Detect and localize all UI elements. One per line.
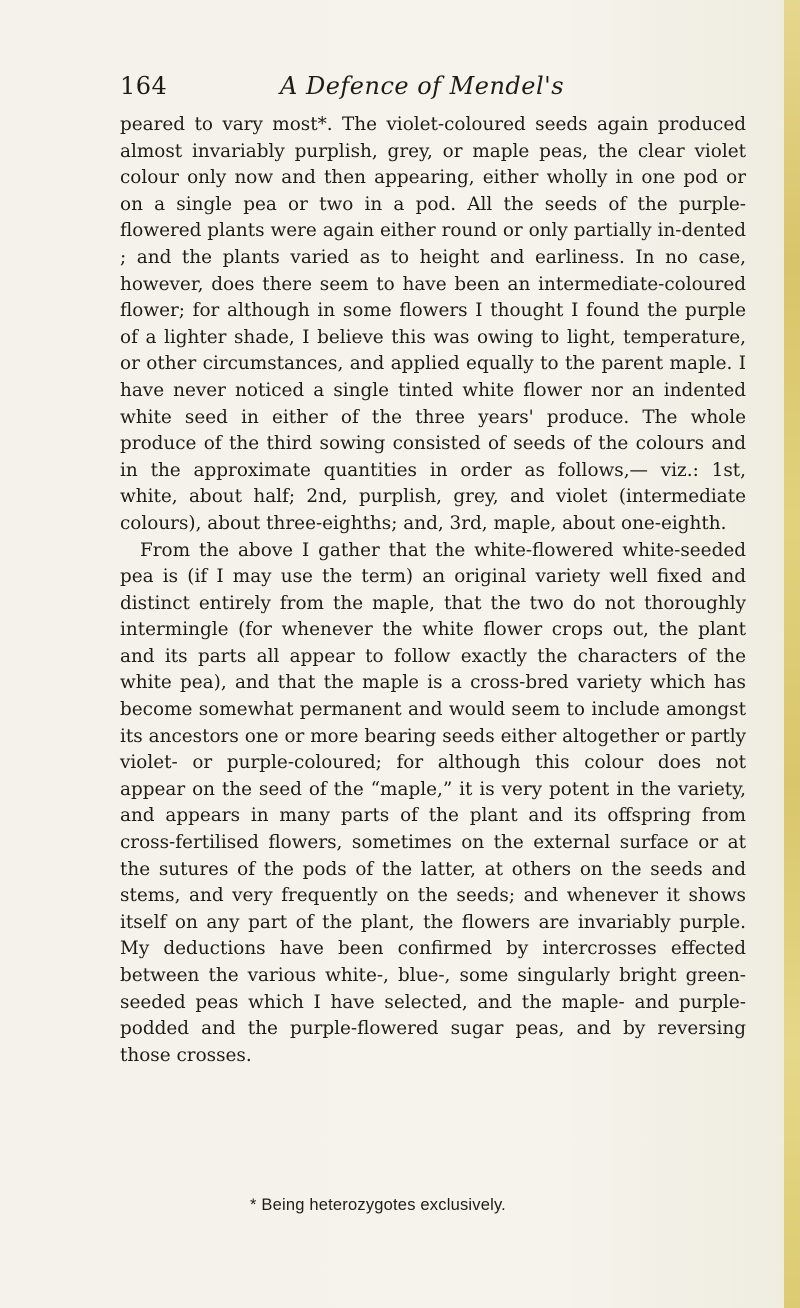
paragraph-2: From the above I gather that the white-flowered white-seeded pea is (if I may use the term) an original variety well fixed and distinct entirely from the maple, that the two do not thoroughly intermingle (for whenever the white flower crops out, the plant and its parts all appear to follow exactly the characters of the white pea), and that the maple is a cross-bred variety which has become somewhat permanent and would seem to include amongst its ancestors one or more bearing seeds either altogether or partly violet- or purple-coloured; for although this colour does not appear on the seed of the “maple,” it is very potent in the variety, and appears in many parts of the plant and its offspring from cross-fertilised flowers, sometimes on the external surface or at the sutures of the pods of the latter, at others on the seeds and stems, and very frequently on the seeds; and whenever it shows itself on any part of the plant, the flowers are invariably purple. My deductions have been confirmed by intercrosses effected between the various white-, blue-, some singularly bright green-seeded peas which I have selected, and the maple- and purple-podded and the purple-flowered sugar peas, and by reversing those crosses.: [120, 539, 746, 1066]
page-header: [120, 72, 760, 112]
body-text: [120, 112, 746, 1069]
running-title: A Defence of Mendel's: [280, 72, 565, 100]
page-edge-strip: [784, 0, 800, 1308]
paragraph-1: peared to vary most*. The violet-coloured seeds again produced almost invariably purplish, grey, or maple peas, the clear violet colour only now and then appearing, either wholly in one pod or on a single pea or two in a pod. All the seeds of the purple-flowered plants were again either round or only partially in-dented ; and the plants varied as to height and earliness. In no case, however, does there seem to have been an intermediate-coloured flower; for although in some flowers I thought I found the purple of a lighter shade, I believe this was owing to light, temperature, or other circumstances, and applied equally to the parent maple. I have never noticed a single tinted white flower nor an indented white seed in either of the three years' produce. The whole produce of the third sowing consisted of seeds of the colours and in the approximate quantities in order as follows,— viz.: 1st, white, about half; 2nd, purplish, grey, and violet (intermediate colours), about three-eighths; and, 3rd, maple, about one-eighth.: [120, 114, 746, 534]
page-number: 164: [120, 72, 168, 100]
footnote: * Being heterozygotes exclusively.: [250, 1196, 506, 1214]
